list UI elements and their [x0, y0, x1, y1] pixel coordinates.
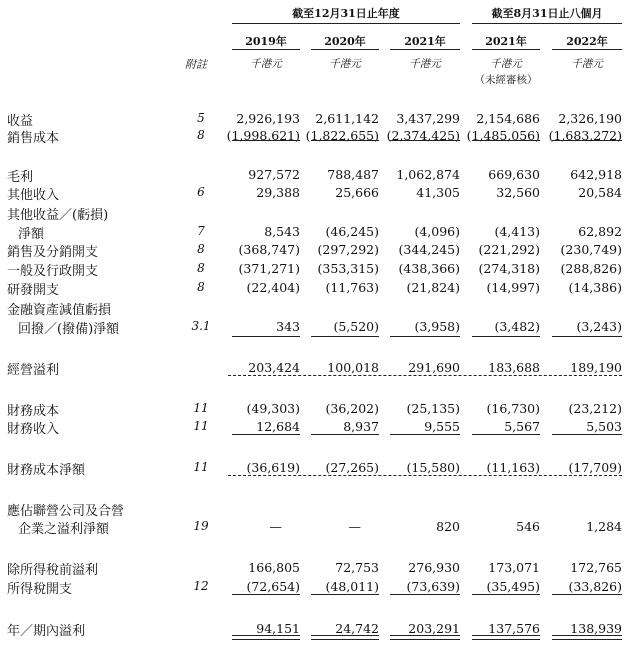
row-label: 研發開支 [7, 283, 60, 298]
table-cell: 173,071 [488, 560, 540, 575]
table-cell: 72,753 [335, 560, 379, 575]
row-note: 11 [193, 460, 209, 474]
period-header-fy: 截至12月31日止年度 [292, 7, 400, 20]
total-dashed-rule [228, 475, 622, 476]
subtotal-rule [390, 336, 460, 337]
table-cell: (25,135) [406, 401, 460, 416]
table-cell: 20,584 [578, 185, 622, 200]
row-note: 7 [197, 224, 205, 238]
subtotal-rule [552, 594, 622, 595]
table-cell: (73,639) [406, 579, 460, 594]
table-cell: (36,202) [325, 401, 379, 416]
row-label: 其他收入 [7, 188, 60, 203]
row-note: 8 [197, 261, 205, 275]
table-cell: (48,011) [325, 579, 379, 594]
table-cell: (49,303) [246, 401, 300, 416]
table-cell: (2,374,425) [386, 128, 460, 143]
table-cell: (368,747) [238, 242, 300, 257]
note-column-header: 附註 [185, 58, 207, 71]
table-cell: (1,683,272) [548, 128, 622, 143]
year-rule [472, 49, 540, 50]
table-cell: 9,555 [424, 419, 460, 434]
year-rule [552, 49, 622, 50]
table-cell: 1,284 [586, 519, 622, 534]
table-cell: 1,062,874 [396, 167, 460, 182]
table-cell: (14,386) [568, 280, 622, 295]
table-cell: (3,243) [576, 319, 622, 334]
table-cell: (1,485,056) [466, 128, 540, 143]
year-rule [232, 49, 300, 50]
table-cell: 41,305 [416, 185, 460, 200]
table-cell: (1,822,655) [305, 128, 379, 143]
row-label: 所得稅開支 [7, 582, 73, 597]
table-cell: (33,826) [568, 579, 622, 594]
table-cell: (72,654) [246, 579, 300, 594]
table-cell: — [348, 519, 361, 534]
row-label: 淨額 [18, 227, 45, 242]
table-cell: (297,292) [317, 242, 379, 257]
row-note: 19 [193, 519, 209, 533]
table-cell: 32,560 [496, 185, 540, 200]
row-label: 一般及行政開支 [7, 264, 99, 279]
subtotal-rule [472, 336, 540, 337]
period-rule-8m [472, 23, 622, 24]
table-cell: 8,543 [264, 224, 300, 239]
row-label: 經營溢利 [7, 363, 60, 378]
table-cell: 2,926,193 [236, 111, 300, 126]
total-double-rule [472, 635, 540, 640]
table-cell: 138,939 [570, 621, 622, 636]
subtotal-rule [552, 336, 622, 337]
row-label: 收益 [7, 114, 34, 129]
row-label: 回撥／(撥備)淨額 [18, 322, 120, 337]
table-cell: 2,611,142 [315, 111, 379, 126]
year-header-2021: 2021年 [404, 35, 446, 48]
row-note: 12 [193, 579, 209, 593]
year-header-2019: 2019年 [245, 35, 287, 48]
table-cell: 24,742 [335, 621, 379, 636]
table-cell: 137,576 [488, 621, 540, 636]
table-cell: 8,937 [343, 419, 379, 434]
unit-label: 千港元 [490, 58, 522, 70]
total-double-rule [311, 635, 379, 640]
table-cell: (5,520) [333, 319, 379, 334]
table-cell: (46,245) [325, 224, 379, 239]
period-header-8m: 截至8月31日止八個月 [491, 7, 603, 20]
subtotal-rule [232, 594, 300, 595]
table-cell: 2,154,686 [476, 111, 540, 126]
table-cell: (230,749) [560, 242, 622, 257]
subtotal-rule [311, 594, 379, 595]
row-label: 應佔聯營公司及合營 [7, 504, 125, 519]
table-cell: (27,265) [325, 460, 379, 475]
year-header-2022-8m: 2022年 [566, 35, 608, 48]
table-cell: 172,765 [570, 560, 622, 575]
row-note: 3.1 [191, 319, 211, 333]
year-rule [311, 49, 379, 50]
year-header-2020: 2020年 [324, 35, 366, 48]
row-label: 銷售成本 [7, 131, 60, 146]
table-cell: (288,826) [560, 261, 622, 276]
table-cell: 788,487 [327, 167, 379, 182]
table-cell: (11,763) [325, 280, 379, 295]
table-cell: 183,688 [488, 360, 540, 375]
table-cell: (221,292) [478, 242, 540, 257]
subtotal-rule [311, 434, 379, 435]
row-label: 其他收益／(虧損) [7, 208, 109, 223]
subtotal-rule [390, 140, 460, 141]
table-cell: (3,482) [494, 319, 540, 334]
row-label: 除所得稅前溢利 [7, 563, 99, 578]
subtotal-rule [390, 434, 460, 435]
table-cell: 94,151 [256, 621, 300, 636]
table-cell: 25,666 [335, 185, 379, 200]
row-note: 6 [197, 185, 205, 199]
table-cell: (15,580) [406, 460, 460, 475]
table-cell: 5,567 [504, 419, 540, 434]
table-cell: 2,326,190 [558, 111, 622, 126]
table-cell: 291,690 [408, 360, 460, 375]
row-label: 銷售及分銷開支 [7, 245, 99, 260]
table-cell: 189,190 [570, 360, 622, 375]
total-double-rule [232, 635, 300, 640]
table-cell: 5,503 [586, 419, 622, 434]
subtotal-rule [472, 434, 540, 435]
table-cell: (4,413) [494, 224, 540, 239]
row-note: 11 [193, 401, 209, 415]
table-cell: 203,291 [408, 621, 460, 636]
table-cell: (3,958) [414, 319, 460, 334]
unaudited-label: （未經審核） [474, 74, 538, 86]
table-cell: (21,824) [406, 280, 460, 295]
subtotal-rule [232, 140, 300, 141]
row-note: 8 [197, 128, 205, 142]
table-cell: 100,018 [327, 360, 379, 375]
subtotal-rule [232, 336, 300, 337]
table-cell: (438,366) [398, 261, 460, 276]
table-cell: (22,404) [246, 280, 300, 295]
table-cell: (17,709) [568, 460, 622, 475]
table-cell: (1,998,621) [226, 128, 300, 143]
table-cell: (35,495) [486, 579, 540, 594]
subtotal-rule [472, 140, 540, 141]
table-cell: 642,918 [570, 167, 622, 182]
subtotal-rule [311, 336, 379, 337]
table-cell: (11,163) [486, 460, 540, 475]
table-cell: 29,388 [256, 185, 300, 200]
table-cell: (274,318) [478, 261, 540, 276]
table-cell: 669,630 [488, 167, 540, 182]
table-cell: (23,212) [568, 401, 622, 416]
table-cell: 166,805 [248, 560, 300, 575]
table-cell: 62,892 [578, 224, 622, 239]
table-cell: (353,315) [317, 261, 379, 276]
total-double-rule [390, 635, 460, 640]
table-cell: (16,730) [486, 401, 540, 416]
table-cell: — [269, 519, 282, 534]
subtotal-rule [390, 594, 460, 595]
table-cell: (4,096) [414, 224, 460, 239]
table-cell: 927,572 [248, 167, 300, 182]
year-rule [390, 49, 460, 50]
unit-label: 千港元 [571, 58, 603, 70]
table-cell: 820 [436, 519, 460, 534]
table-cell: (371,271) [238, 261, 300, 276]
row-note: 8 [197, 280, 205, 294]
table-cell: (36,619) [246, 460, 300, 475]
table-cell: 276,930 [408, 560, 460, 575]
row-label: 財務收入 [7, 422, 60, 437]
table-cell: 343 [276, 319, 300, 334]
table-cell: 546 [516, 519, 540, 534]
row-note: 11 [193, 419, 209, 433]
total-double-rule [552, 635, 622, 640]
row-label: 年／期內溢利 [7, 624, 86, 639]
unit-label: 千港元 [250, 58, 282, 70]
subtotal-rule [552, 434, 622, 435]
row-label: 毛利 [7, 170, 34, 185]
row-note: 8 [197, 242, 205, 256]
total-dashed-rule [228, 375, 622, 376]
unit-label: 千港元 [409, 58, 441, 70]
row-note: 5 [197, 111, 205, 125]
subtotal-rule [552, 140, 622, 141]
table-cell: 12,684 [256, 419, 300, 434]
subtotal-rule [232, 434, 300, 435]
table-cell: 203,424 [248, 360, 300, 375]
table-cell: (344,245) [398, 242, 460, 257]
row-label: 財務成本 [7, 404, 60, 419]
subtotal-rule [472, 594, 540, 595]
row-label: 金融資產減值虧損 [7, 303, 112, 318]
period-rule-fy [232, 23, 460, 24]
unit-label: 千港元 [329, 58, 361, 70]
subtotal-rule [311, 140, 379, 141]
table-cell: (14,997) [486, 280, 540, 295]
table-cell: 3,437,299 [396, 111, 460, 126]
row-label: 企業之溢利淨額 [18, 522, 110, 537]
year-header-2021-8m: 2021年 [485, 35, 527, 48]
row-label: 財務成本淨額 [7, 463, 86, 478]
